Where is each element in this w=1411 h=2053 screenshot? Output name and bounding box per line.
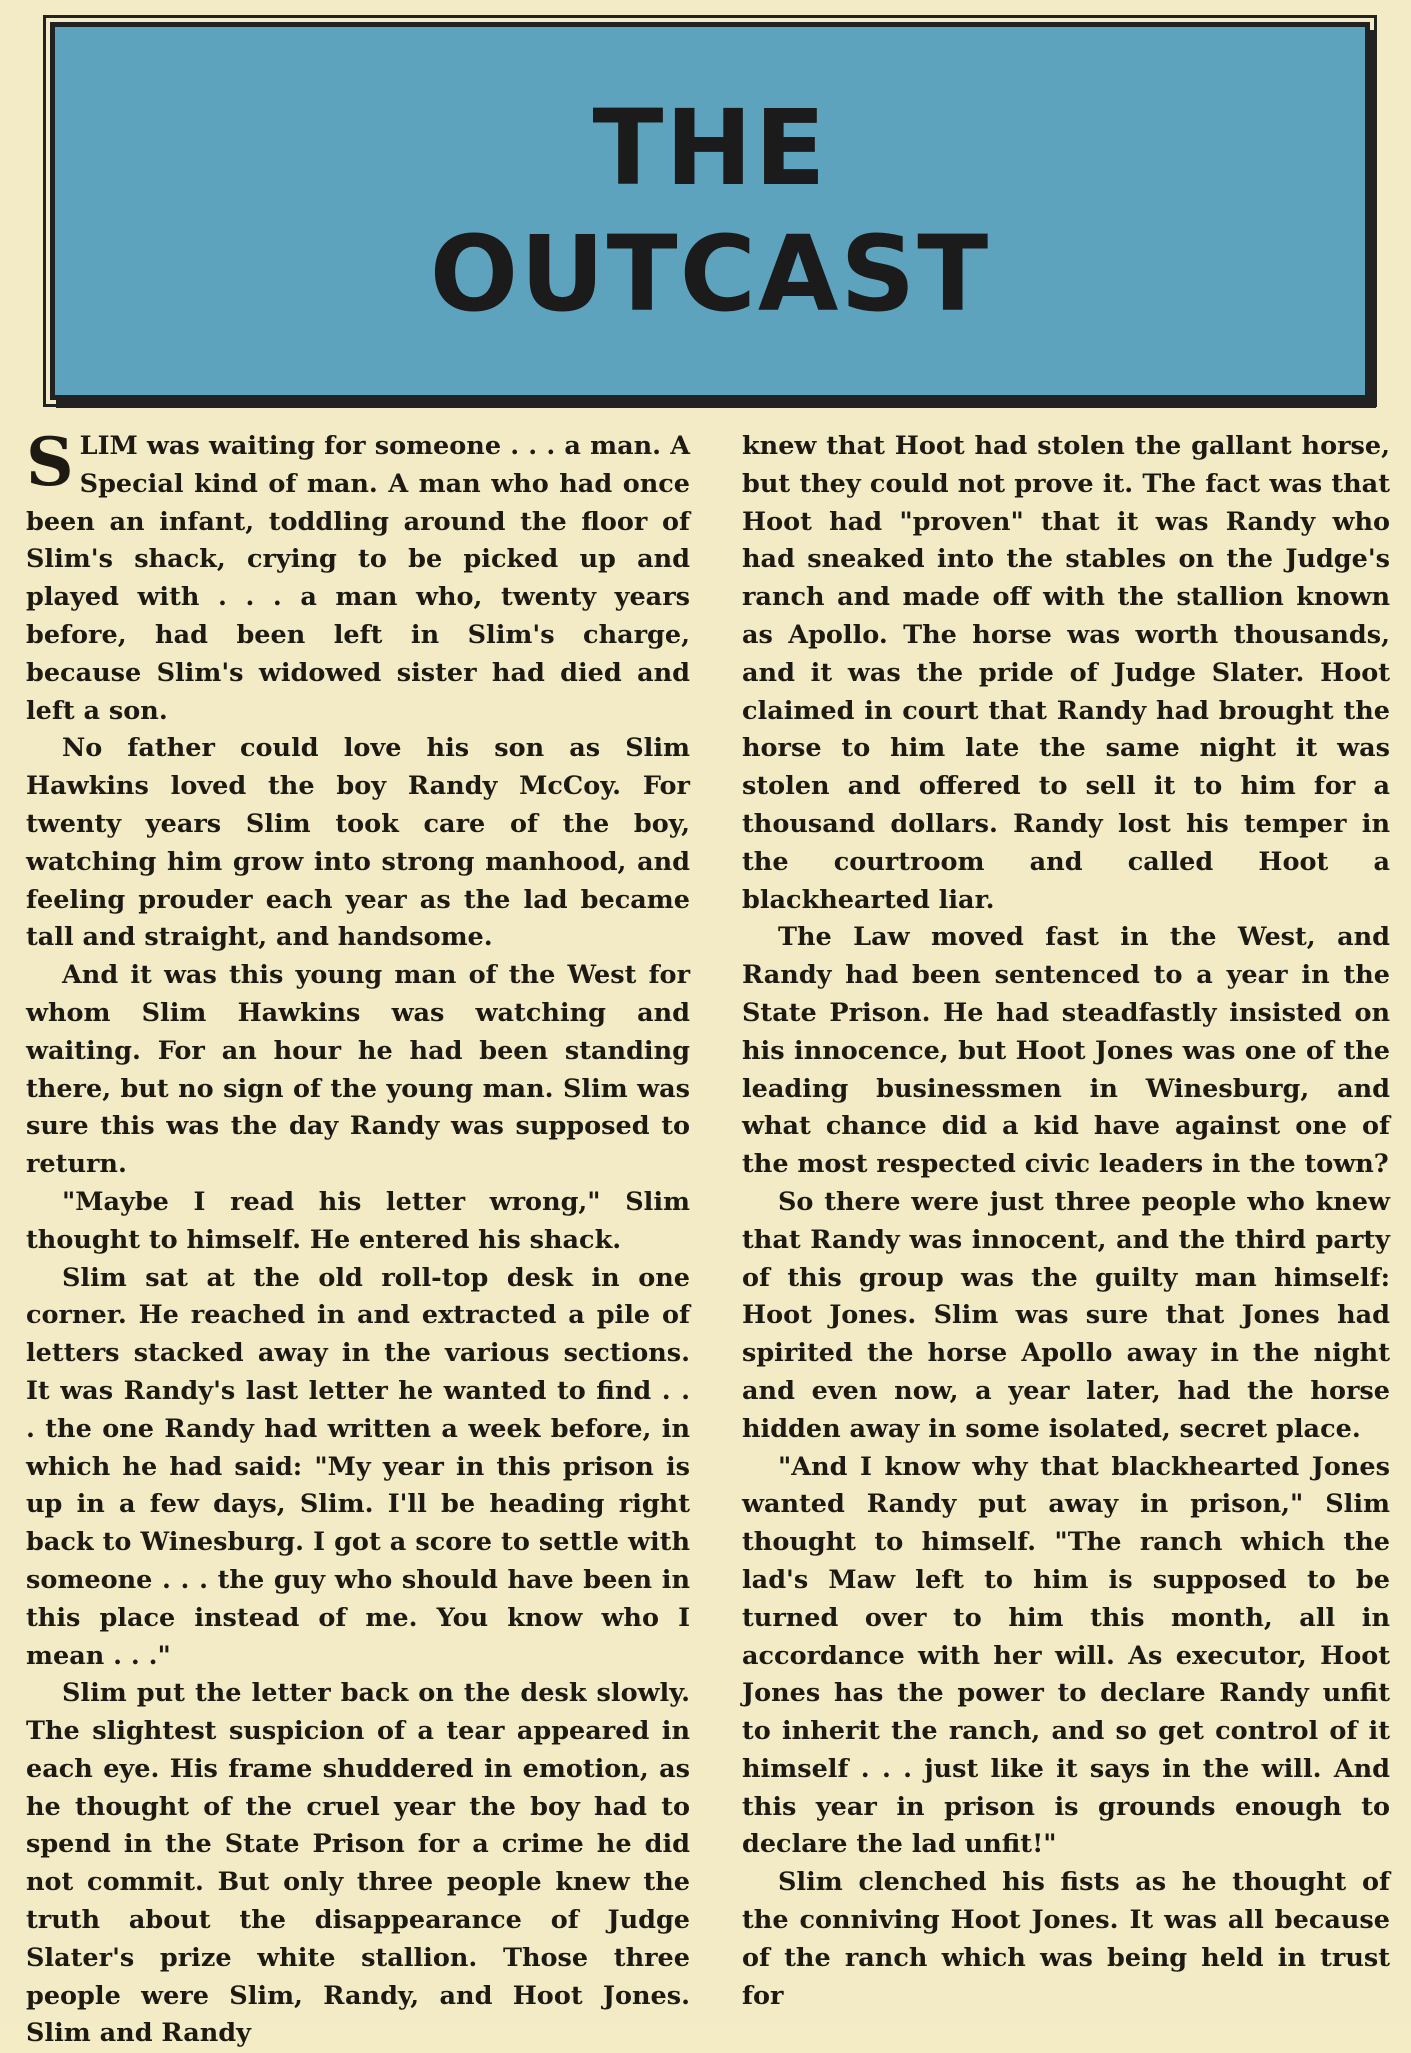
paragraph: "And I know why that blackhearted Jones wanted Randy put away in prison," Slim thought to himself. "The ranch which the lad's Maw left to him is supposed to be turned over to him this month, all in accordance with her will. As executor, Hoot Jones has the power to declare Randy unfit to inherit the ranch, and so get control of it himself . . . just like it says in the will. And this year in prison is grounds enough to declare the lad unfit!" (742, 1451, 1390, 1860)
paragraph: The Law moved fast in the West, and Randy had been sentenced to a year in the State Prison. He had steadfastly insisted on his innocence, but Hoot Jones was one of the leading businessmen in Winesburg, and what chance did a kid have against one of the most respected civic leaders in the town? (742, 922, 1390, 1180)
paragraph: And it was this young man of the West for whom Slim Hawkins was watching and waiting. For an hour he had been standing there, but no sign of the young man. Slim was sure this was the day Randy was supposed to return. (26, 960, 690, 1180)
title-banner (50, 22, 1370, 400)
paragraph: So there were just three people who knew that Randy was innocent, and the third party of this group was the guilty man himself: Hoot Jones. Slim was sure that Jones had spirited the horse Apollo away in the night and even now, a year later, had the horse hidden away in some isolated, secret place. (742, 1186, 1390, 1444)
paragraph (26, 423, 690, 730)
paragraph: Slim clenched his fists as he thought of the conniving Hoot Jones. It was all because of the ranch which was being held in trust for (742, 1867, 1390, 2011)
drop-cap: S (26, 423, 74, 501)
left-column (26, 423, 698, 2049)
title-line-2: OUTCAST (429, 213, 991, 335)
paragraph: Slim put the letter back on the desk slowly. The slightest suspicion of a tear appeared in each eye. His frame shuddered in emotion, as he thought of the cruel year the boy had to spend in the State Prison for a crime he did not commit. But only three people knew the truth about the disappearance of Judge Slater's prize white stallion. Those three people were Slim, Randy, and Hoot Jones. Slim and Randy (26, 1678, 690, 2049)
story-body (26, 423, 1390, 2049)
right-column (718, 428, 1390, 2011)
paragraph: Slim sat at the old roll-top desk in one corner. He reached in and extracted a pile of letters stacked away in the various sections. It was Randy's last letter he wanted to find . . . the one Randy had written a week before, in which he had said: "My year in this prison is up in a few days, Slim. I'll be heading right back to Winesburg. I got a score to settle with someone . . . the guy who should have been in this place instead of me. You know who I mean . . ." (26, 1262, 690, 1671)
paragraph: No father could love his son as Slim Hawkins loved the boy Randy McCoy. For twenty years Slim took care of the boy, watching him grow into strong manhood, and feeling prouder each year as the lad became tall and straight, and handsome. (26, 733, 690, 953)
title-line-1: THE (592, 87, 828, 209)
paragraph: "Maybe I read his letter wrong," Slim thought to himself. He entered his shack. (26, 1186, 690, 1255)
paragraph-text: LIM was waiting for someone . . . a man. A Special kind of man. A man who had once been an infant, toddling around the floor of Slim's shack, crying to be picked up and played with . . . a man who, twenty years before, had been left in Slim's charge, because Slim's widowed sister had died and left a son. (26, 431, 690, 726)
paragraph: knew that Hoot had stolen the gallant horse, but they could not prove it. The fact was that Hoot had "proven" that it was Randy who had sneaked into the stables on the Judge's ranch and made off with the stallion known as Apollo. The horse was worth thousands, and it was the pride of Judge Slater. Hoot claimed in court that Randy had brought the horse to him late the same night it was stolen and offered to sell it to him for a thousand dollars. Randy lost his temper in the courtroom and called Hoot a blackhearted liar. (742, 431, 1390, 915)
